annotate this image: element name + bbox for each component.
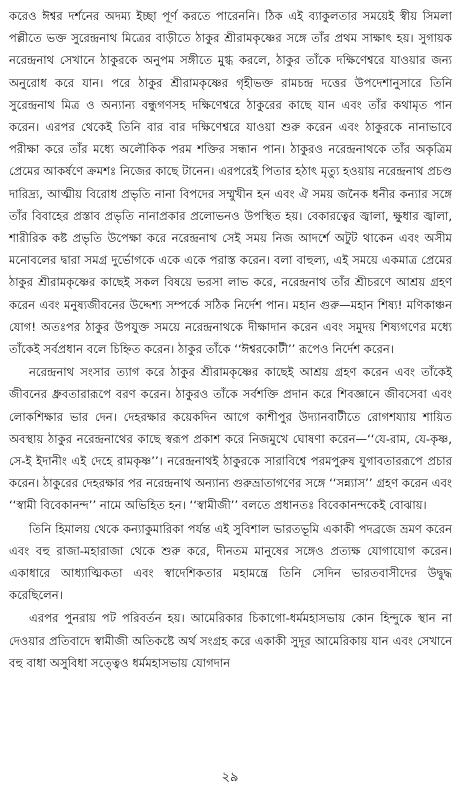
page-number: ২৯ bbox=[221, 770, 239, 785]
paragraph-4: এরপর পুনরায় পট পরিবর্তন হয়। আমেরিকার চিকাগো-ধর্মমহাসভায় কোন হিন্দুকে স্থান না দেওয়ার প্রতিবাদে স্বামীজী অতিকষ্টে অর্থ সংগ্রহ করে একাকী সুদূর আমেরিকায় যান এবং সেখানে বহু বাধা অসুবিধা সত্ত্বেও ধর্মমহাসভায় যোগদান bbox=[9, 611, 452, 670]
paragraph-1: করেও ঈশ্বর দর্শনের অদম্য ইচ্ছা পূর্ণ করতে পারেননি। ঠিক এই ব্যাকুলতার সময়েই স্বীয় সিমলা পল্লীতে ভক্ত সুরেন্দ্রনাথ মিত্রের বাড়ীতে ঠাকুর শ্রীরামকৃষ্ণের সঙ্গে তাঁর প্রথম সাক্ষাৎ হয়। সুগায়ক নরেন্দ্রনাথ সেখানে ঠাকুরকে অনুপম সঙ্গীতে মুগ্ধ করলে, ঠাকুর তাঁকে দক্ষিণেশ্বরে যাওয়ার জন্য অনুরোধ করে যান। পরে ঠাকুর শ্রীরামকৃষ্ণের গৃহীভক্ত রামচন্দ্র দত্তের উপদেশানুসারে তিনি সুরেন্দ্রনাথ মিত্র ও অন্যান্য বন্ধুগণসহ দক্ষিণেশ্বরে ঠাকুরের কাছে যান এবং তাঁর কথামৃত পান করেন। এরপর থেকেই তিনি বার বার দক্ষিণেশ্বরে যাওয়া শুরু করেন এবং ঠাকুরকে নানাভাবে পরীক্ষা করে তাঁর মধ্যে অলৌকিক পরম শক্তির সন্ধান পান। ঠাকুরও নরেন্দ্রনাথকে তাঁর অকৃত্রিম প্রেমের আকর্ষণে ক্রমশঃ নিজের কাছে টানেন। এরপরেই পিতার হঠাৎ মৃত্যু হওয়ায় নরেন্দ্রনাথ প্রচণ্ড দারিদ্র্য, আত্মীয় বিরোধ প্রভৃতি নানা বিপদের সম্মুখীন হন এবং ঐ সময় জনৈক ধনীর কন্যার সঙ্গে তাঁর বিবাহের প্রস্তাব প্রভৃতি নানাপ্রকার প্রলোভনও উপস্থিত হয়। বেকারত্বের জ্বালা, ক্ষুধার জ্বালা, শারীরিক কষ্ট প্রভৃতি উপেক্ষা করে নরেন্দ্রনাথ সেই সময় নিজ আদর্শে অটুট থাকেন এবং অসীম মনোবলের দ্বারা সমগ্র দুর্ভোগকে একে একে পরাস্ত করেন। বলা বাহুল্য, এই সময়ে একমাত্র প্রেমের ঠাকুর শ্রীরামকৃষ্ণের কাছেই সকল বিষয়ে ভরসা লাভ করে, নরেন্দ্রনাথ তাঁর শ্রীচরণে আশ্রয় গ্রহণ করেন এবং মনুষ্যজীবনের উদ্দেশ্য সম্পর্কে সঠিক নির্দেশ পান। মহান গুরু—মহান শিষ্য! মণিকাঞ্চন যোগ! অতঃপর ঠাকুর উপযুক্ত সময়ে নরেন্দ্রনাথকে দীক্ষাদান করেন এবং সমুদয় শিষ্যগণের মধ্যে তাঁকেই সর্বপ্রধান বলে চিহ্নিত করেন। ঠাকুর তাঁকে ‘‘ঈশ্বরকোটী’’ রূপেও নির্দেশ করেন। bbox=[9, 9, 452, 357]
paragraph-2: নরেন্দ্রনাথ সংসার ত্যাগ করে ঠাকুর শ্রীরামকৃষ্ণের কাছেই আশ্রয় গ্রহণ করেন এবং তাঁকেই জীবনের ধ্রুবতারারূপে বরণ করেন। ঠাকুরও তাঁকে সর্বশক্তি প্রদান করে শিবজ্ঞানে জীবসেবা এবং লোকশিক্ষার ভার দেন। দেহরক্ষার কয়েকদিন আগে কাশীপুর উদ্যানবাটীতে রোগশয্যায় শায়িত অবস্থায় ঠাকুর নরেন্দ্রনাথের কাছে স্বরূপ প্রকাশ করে নিজমুখে ঘোষণা করেন—‘‘যে-রাম, যে-কৃষ্ণ, সে-ই ইদানীং এই দেহে রামকৃষ্ণ’’। নরেন্দ্রনাথই ঠাকুরকে সারাবিশ্বে পরমপুরুষ যুগাবতাররূপে প্রচার করেন। ঠাকুরের দেহরক্ষার পর নরেন্দ্রনাথ অন্যান্য গুরুভ্রাতাগণের সঙ্গে ‘‘সন্ন্যাস’’ গ্রহণ করেন এবং ‘‘স্বামী বিবেকানন্দ’’ নামে অভিহিত হন। ‘‘স্বামীজী’’ বলতে প্রধানতঃ বিবেকানন্দকেই বোঝায়। bbox=[9, 365, 452, 513]
paragraph-3: তিনি হিমালয় থেকে কন্যাকুমারিকা পর্যন্ত এই সুবিশাল ভারতভূমি একাকী পদব্রজে ভ্রমণ করেন এবং বহু রাজা-মহারাজা থেকে শুরু করে, দীনতম মানুষের সঙ্গেও প্রত্যক্ষ যোগাযোগ করেন। একাধারে আধ্যাত্মিকতা এবং স্বাদেশিকতার মহামন্ত্রে তিনি সেদিন ভারতবাসীদের উদ্বুদ্ধ করেছিলেন। bbox=[9, 521, 452, 603]
